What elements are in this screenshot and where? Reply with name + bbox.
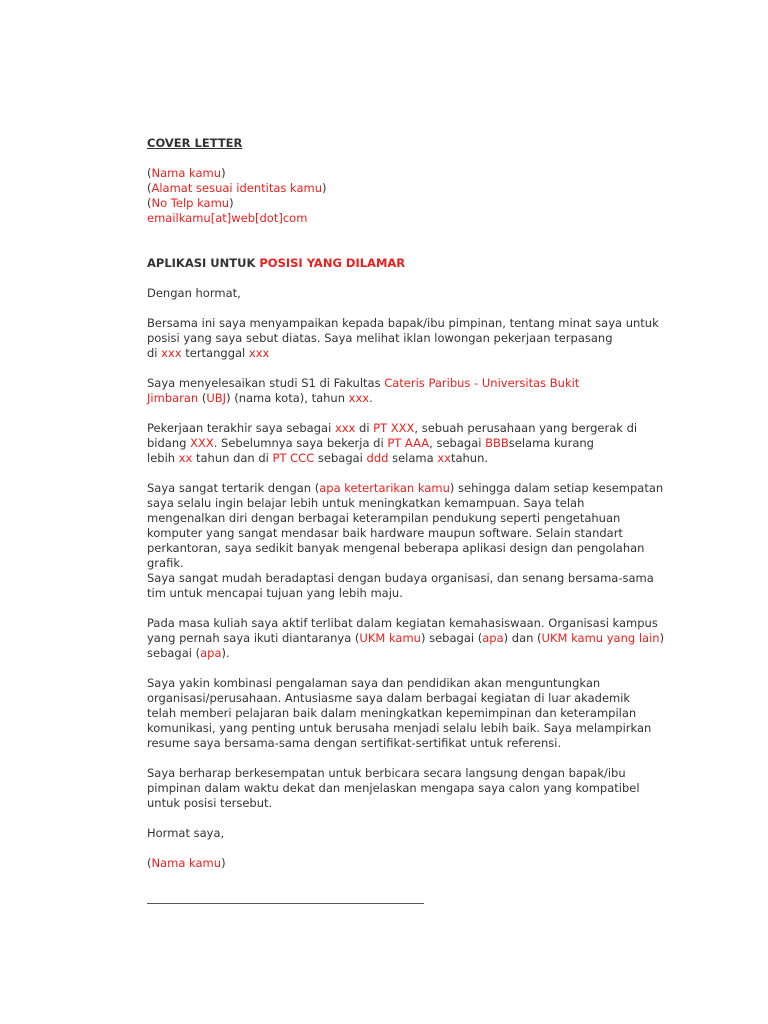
p5-ukm1: UKM kamu (359, 631, 421, 645)
p5-line1: Pada masa kuliah saya aktif terlibat dalam kegiatan kemahasiswaan. Organisasi kampus (147, 616, 658, 630)
paragraph-1 (147, 316, 667, 361)
sender-name: (Nama kamu) (147, 166, 226, 180)
p7-line2: pimpinan dalam waktu dekat dan menjelaskan mengapa saya calon yang kompatibel (147, 781, 640, 795)
p2-line2 (147, 391, 667, 406)
p3-company3: PT CCC (272, 451, 315, 465)
p5-text-b: ) sebagai ( (420, 631, 483, 645)
p4-text-b: ) sehingga dalam setiap kesempatan (449, 481, 664, 495)
p1-date: xxx (248, 346, 270, 360)
sender-address-value: Alamat sesuai identitas kamu (151, 181, 323, 195)
p1-line3 (147, 346, 667, 361)
sender-phone-value: No Telp kamu (151, 196, 230, 210)
p3-text-f: , sebagai (429, 436, 486, 450)
p2-faculty-2: Jimbaran (147, 391, 199, 405)
p3-text-i: tahun dan di (192, 451, 273, 465)
paragraph-3 (147, 421, 667, 466)
p3-text-a: Pekerjaan terakhir saya sebagai (147, 421, 335, 435)
p4-line2: saya selalu ingin belajar lebih untuk meningkatkan kemampuan. Saya telah (147, 496, 585, 510)
p5-as1: apa (482, 631, 504, 645)
p4-text-a: Saya sangat tertarik dengan ( (147, 481, 320, 495)
sender-email: emailkamu[at]web[dot]com (147, 211, 308, 225)
p3-text-l: tahun. (450, 451, 489, 465)
p1-line1: Bersama ini saya menyampaikan kepada bapak/ibu pimpinan, tentang minat saya untuk (147, 316, 659, 330)
p1-text-a: di (147, 346, 162, 360)
p4-interest: apa ketertarikan kamu (319, 481, 450, 495)
p2-text-c: ) (nama kota), tahun (226, 391, 349, 405)
p4-line3: mengenalkan diri dengan berbagai keterampilan pendukung seperti pengetahuan (147, 511, 621, 525)
p2-line1 (147, 376, 667, 391)
p5-text-a: yang pernah saya ikuti diantaranya ( (147, 631, 360, 645)
p5-as2: apa (200, 646, 222, 660)
greeting: Dengan hormat, (147, 286, 241, 300)
p1-text-b: tertanggal (181, 346, 249, 360)
paragraph-5 (147, 616, 667, 661)
p3-line2 (147, 436, 667, 451)
sender-name-value: Nama kamu (151, 166, 222, 180)
p4-line4: komputer yang sangat mendasar baik hardware maupun software. Selain standart (147, 526, 623, 540)
p2-abbr: UBJ (206, 391, 227, 405)
p6-line5: resume saya bersama-sama dengan sertifikat-sertifikat untuk referensi. (147, 736, 562, 750)
sender-address: (Alamat sesuai identitas kamu) (147, 181, 327, 195)
p6-line4: komunikasi, yang penting untuk berusaha menjadi selalu lebih baik. Saya melampirkan (147, 721, 652, 735)
p3-company: PT XXX (373, 421, 415, 435)
p6-line3: telah memberi pelajaran baik dalam meningkatkan kepemimpinan dan keterampilan (147, 706, 637, 720)
p5-text-d: ) (659, 631, 665, 645)
cover-letter-document (147, 136, 667, 871)
p3-text-b: di (355, 421, 374, 435)
paragraph-2 (147, 376, 667, 406)
p3-company2: PT AAA (387, 436, 430, 450)
signature-name-value: Nama kamu (151, 856, 222, 870)
p6-line1: Saya yakin kombinasi pengalaman saya dan pendidikan akan menguntungkan (147, 676, 601, 690)
p2-text-a: Saya menyelesaikan studi S1 di Fakultas (147, 376, 385, 390)
p3-text-d: bidang (147, 436, 191, 450)
p7-line1: Saya berharap berkesempatan untuk berbicara secara langsung dengan bapak/ibu (147, 766, 626, 780)
p6-line2: organisasi/perusahaan. Antusiasme saya dalam berbagai kegiatan di luar akademik (147, 691, 631, 705)
subject-line (147, 256, 667, 271)
sender-phone: (No Telp kamu) (147, 196, 234, 210)
p3-years3: xx (437, 451, 451, 465)
p7-line3: untuk posisi tersebut. (147, 796, 273, 810)
p3-line1 (147, 421, 667, 436)
p5-text-c: ) dan ( (503, 631, 542, 645)
subject-position: POSISI YANG DILAMAR (259, 256, 406, 270)
p2-faculty-1: Cateris Paribus - Universitas Bukit (384, 376, 580, 390)
p5-ukm2: UKM kamu yang lain (541, 631, 660, 645)
paragraph-6 (147, 676, 667, 751)
p5-text-f: ). (221, 646, 230, 660)
p3-line3 (147, 451, 667, 466)
p3-text-h: lebih (147, 451, 179, 465)
p5-line2 (147, 631, 667, 646)
p1-line2: posisi yang saya sebut diatas. Saya melihat iklan lowongan pekerjaan terpasang (147, 331, 613, 345)
signature-name: (Nama kamu) (147, 856, 226, 870)
paragraph-4 (147, 481, 667, 601)
p4-line8: tim untuk mencapai tujuan yang lebih maju. (147, 586, 403, 600)
p3-text-j: sebagai (314, 451, 367, 465)
closing: Hormat saya, (147, 826, 225, 840)
subject-prefix: APLIKASI UNTUK (147, 256, 260, 270)
p5-line3 (147, 646, 667, 661)
p2-text-d: . (369, 391, 373, 405)
p3-role: xxx (334, 421, 356, 435)
p3-text-e: . Sebelumnya saya bekerja di (213, 436, 388, 450)
p5-text-e: sebagai ( (147, 646, 201, 660)
p1-source: xxx (161, 346, 182, 360)
p3-text-c: , sebuah perusahaan yang bergerak di (414, 421, 638, 435)
p4-line7: Saya sangat mudah beradaptasi dengan budaya organisasi, dan senang bersama-sama (147, 571, 654, 585)
p3-text-k: selama (388, 451, 438, 465)
p3-field: XXX (190, 436, 214, 450)
p3-years2: xx (178, 451, 193, 465)
p4-line5: perkantoran, saya sedikit banyak mengenal beberapa aplikasi design dan pengolahan (147, 541, 645, 555)
p3-role3: ddd (366, 451, 389, 465)
p4-line1 (147, 481, 667, 496)
paragraph-7 (147, 766, 667, 811)
p3-text-g: selama kurang (508, 436, 594, 450)
signature-line (147, 903, 424, 904)
p2-text-b: ( (198, 391, 207, 405)
p3-role2: BBB (485, 436, 509, 450)
letter-title: COVER LETTER (147, 136, 243, 150)
p4-line6: grafik. (147, 556, 184, 570)
p2-year: xxx (348, 391, 370, 405)
